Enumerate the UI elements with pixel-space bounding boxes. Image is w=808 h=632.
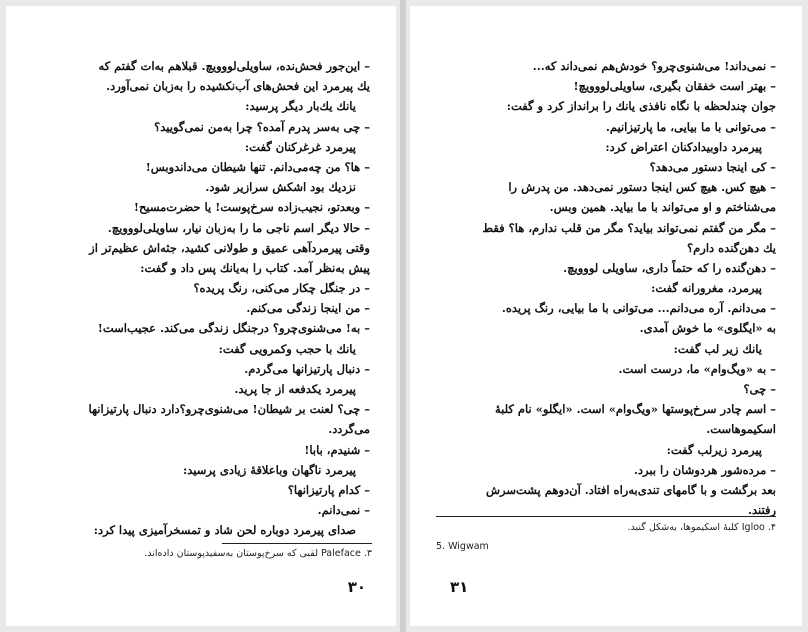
text-line: – چی؟ لعنت بر شیطان! می‌شنوی‌چرو؟دارد دنبال پارتیزانها: [88, 402, 370, 417]
text-line: رفتند.: [747, 503, 776, 518]
text-line: پیرمرد ناگهان وباعلاقهٔ زیادی پرسید:: [182, 462, 356, 477]
text-line: پیرمرد داوبیدادکنان اعتراض کرد:: [605, 139, 762, 154]
text-line: پیرمرد غرغرکنان گفت:: [244, 139, 356, 154]
footnote-divider: [222, 543, 372, 544]
text-line: – من اینجا زندگی می‌کنم.: [246, 301, 370, 316]
text-line: – وبعدتو، نجیب‌زاده سرخ‌پوست! یا حضرت‌مسیح!: [133, 200, 370, 215]
text-line: – کدام پارتیزانها؟: [287, 482, 370, 497]
text-line: – این‌جور فحش‌نده، ساویلی‌لووویچ. قبلاهم به‌ات گفتم که: [98, 59, 370, 73]
text-line: – کی اینجا دستور می‌دهد؟: [649, 159, 776, 174]
text-line: – ها؟ من چه‌می‌دانم. تنها شیطان می‌داندوبس!: [145, 159, 370, 174]
text-line: – به! می‌شنوی‌چرو؟ درجنگل زندگی می‌کند. عجیب‌است!: [97, 321, 370, 336]
footnote: ۴. Igloo کلبهٔ اسکیموها، به‌شکل گنبد.: [627, 522, 776, 533]
text-line: یانك یك‌بار دیگر پرسید:: [245, 99, 356, 114]
text-line: پیرمرد یکدفعه از جا پرید.: [234, 382, 356, 396]
text-line: نزدیك بود اشکش سرازیر شود.: [205, 180, 356, 195]
text-line: یك دهن‌گنده دارم؟: [687, 240, 776, 255]
text-line: جوان چندلحظه با نگاه نافذی یانك را برانداز کرد و گفت:: [506, 99, 776, 114]
text-line: – حالا دیگر اسم ناجی ما را به‌زبان نیار، ساویلی‌لووویچ.: [107, 220, 370, 235]
text-line: اسکیموهاست.: [706, 422, 776, 437]
text-line: – چی؟: [743, 382, 776, 396]
text-line: پیش به‌نظر آمد. کتاب را به‌یانك پس داد و گفت:: [140, 260, 370, 275]
page-left: [6, 6, 396, 626]
text-line: پیرمرد، مغرورانه گفت:: [651, 281, 762, 296]
footnote: ۳. Paleface لقبی که سرخ‌پوستان به‌سفیدپوستان داده‌اند.: [144, 548, 372, 559]
text-line: – نمی‌دانم.: [317, 503, 370, 518]
text-line: می‌شناختم و او می‌تواند با ما بیاید. همین وبس.: [549, 200, 776, 215]
text-line: یك پیرمرد این فحش‌های آب‌نکشیده را به‌زبان نمی‌آورد.: [106, 79, 370, 94]
text-line: – بهتر است خفقان بگیری، ساویلی‌لووویچ!: [573, 79, 776, 94]
text-line: بعد برگشت و با گامهای تندی‌به‌راه افتاد. آن‌دوهم پشت‌سرش: [485, 482, 776, 497]
page-body: [30, 56, 370, 541]
text-line: – مگر من گفتم نمی‌تواند بیاید؟ مگر من قلب ندارم، ها؟ فقط: [482, 220, 776, 235]
text-line: – می‌توانی با ما بیایی، ما پارتیزانیم.: [605, 119, 776, 134]
footnote-divider: [436, 516, 776, 517]
page-number: ۳۰: [347, 578, 366, 596]
text-line: – شنیدم، بابا!: [304, 442, 370, 457]
footnote: 5. Wigwam: [436, 541, 489, 552]
text-line: – می‌دانم. آره می‌دانم... می‌توانی با ما بیایی، رنگ پریده.: [501, 301, 776, 316]
text-line: – در جنگل چکار می‌کنی، رنگ پریده؟: [193, 281, 370, 296]
text-line: – به «ویگ‌وام» ما، درست است.: [618, 361, 776, 376]
text-line: – هیچ کس. هیچ کس اینجا دستور نمی‌دهد. من پدرش را: [508, 180, 776, 195]
text-line: – نمی‌داند! می‌شنوی‌چرو؟ خودش‌هم نمی‌داند که...: [532, 59, 776, 73]
text-line: صدای پیرمرد دوباره لحن شاد و تمسخرآمیزی پیدا کرد:: [93, 523, 356, 538]
text-line: وقتی پیرمرد‌آهی عمیق و طولانی کشید، جثه‌اش عظیم‌تر از: [89, 240, 370, 255]
book-gutter: [400, 0, 406, 632]
text-line: به «ایگلوی» ما خوش آمدی.: [639, 321, 776, 336]
text-line: – اسم چادر سرخ‌پوستها «ویگ‌وام» است. «ایگلو» نام کلبهٔ: [494, 402, 776, 417]
text-line: پیرمرد زیرلب گفت:: [666, 442, 762, 457]
text-line: – چی به‌سر پدرم آمده؟ چرا به‌من نمی‌گویید؟: [154, 119, 370, 134]
page-right: [410, 6, 802, 626]
text-line: می‌گردد.: [328, 422, 370, 437]
text-line: یانك با حجب وکمرویی گفت:: [218, 341, 356, 356]
page-body: [436, 56, 776, 520]
page-number: ۳۱: [450, 578, 469, 596]
text-line: – دهن‌گنده را که حتماً داری، ساویلی لووویچ.: [563, 260, 776, 275]
text-line: یانك زیر لب گفت:: [673, 341, 762, 356]
text-line: – مرده‌شور هردوشان را ببرد.: [633, 462, 776, 477]
text-line: – دنبال پارتیزانها می‌گردم.: [244, 361, 370, 376]
